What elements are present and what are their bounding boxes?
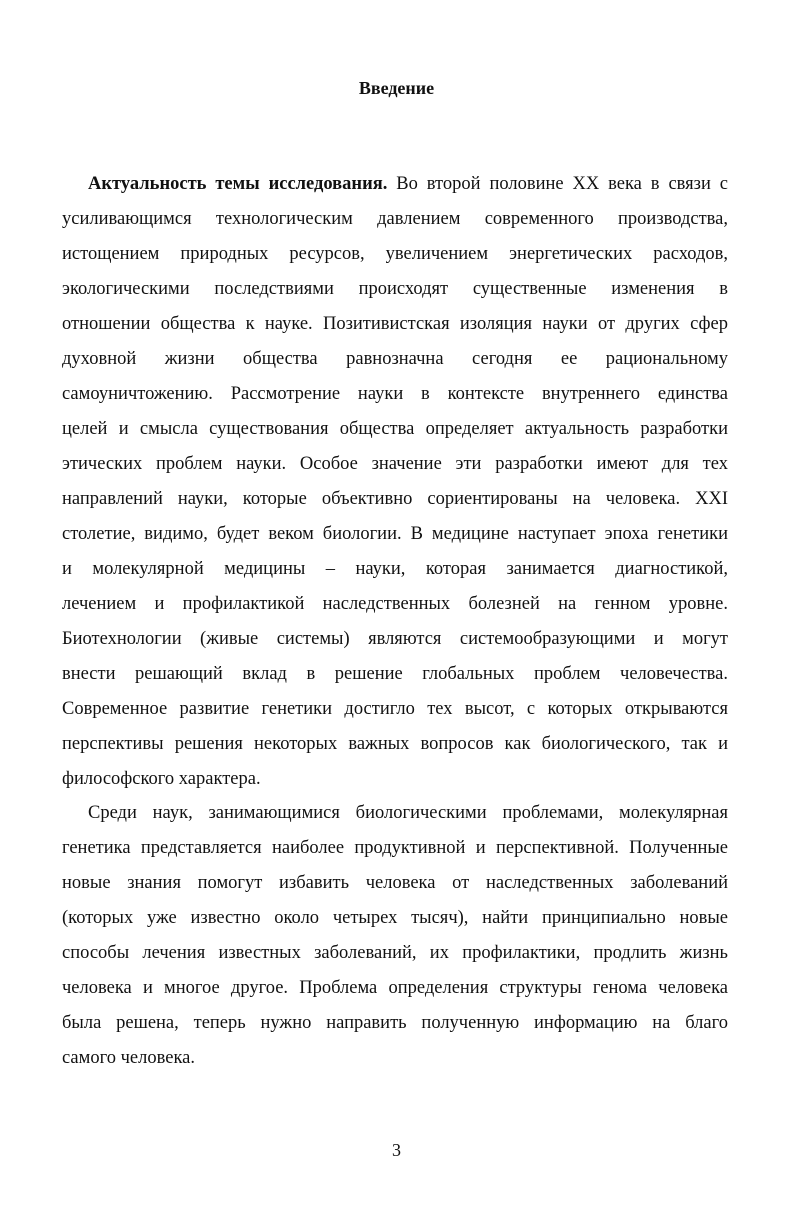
text-line: этических проблем науки. Особое значение эти разработки имеют для тех [62, 454, 728, 474]
text-line: (которых уже известно около четырех тысяч), найти принципиально новые [62, 908, 728, 928]
paragraph-genetics [62, 801, 728, 1081]
text-line: отношении общества к науке. Позитивистская изоляция науки от других сфер [62, 314, 728, 334]
text-line: генетика представляется наиболее продуктивной и перспективной. Полученные [62, 838, 728, 858]
text-line: внести решающий вклад в решение глобальных проблем человечества. [62, 664, 728, 684]
text-line: Биотехнологии (живые системы) являются системообразующими и могут [62, 629, 728, 649]
text-line: самоуничтожению. Рассмотрение науки в контексте внутреннего единства [62, 384, 728, 404]
paragraph-relevance [62, 172, 728, 802]
text-line: лечением и профилактикой наследственных болезней на генном уровне. [62, 594, 728, 614]
section-title: Введение [358, 78, 435, 98]
text-line: Современное развитие генетики достигло тех высот, с которых открываются [62, 699, 728, 719]
page-number: 3 [392, 1140, 401, 1160]
text-line: усиливающимся технологическим давлением современного производства, [62, 209, 728, 229]
text-line: философского характера. [62, 769, 261, 789]
text-line: целей и смысла существования общества определяет актуальность разработки [62, 419, 728, 439]
text-line: человека и многое другое. Проблема определения структуры генома человека [62, 978, 728, 998]
text-line: самого человека. [62, 1048, 195, 1068]
text-line: способы лечения известных заболеваний, их профилактики, продлить жизнь [62, 943, 728, 963]
text-line: направлений науки, которые объективно сориентированы на человека. XXI [62, 489, 728, 509]
text-line: Среди наук, занимающимися биологическими проблемами, молекулярная [88, 803, 728, 823]
text-line: духовной жизни общества равнозначна сегодня ее рациональному [62, 349, 728, 369]
text-line: истощением природных ресурсов, увеличением энергетических расходов, [62, 244, 728, 264]
text-line [62, 172, 728, 207]
text-line: и молекулярной медицины – науки, которая занимается диагностикой, [62, 559, 728, 579]
text-line: была решена, теперь нужно направить полученную информацию на благо [62, 1013, 728, 1033]
text-line: столетие, видимо, будет веком биологии. В медицине наступает эпоха генетики [62, 524, 728, 544]
text-line: новые знания помогут избавить человека от наследственных заболеваний [62, 873, 728, 893]
text-line: экологическими последствиями происходят существенные изменения в [62, 279, 728, 299]
text-line: перспективы решения некоторых важных вопросов как биологического, так и [62, 734, 728, 754]
line-text: Во второй половине XX века в связи с [387, 174, 728, 194]
lead-heading: Актуальность темы исследования. [88, 174, 388, 194]
